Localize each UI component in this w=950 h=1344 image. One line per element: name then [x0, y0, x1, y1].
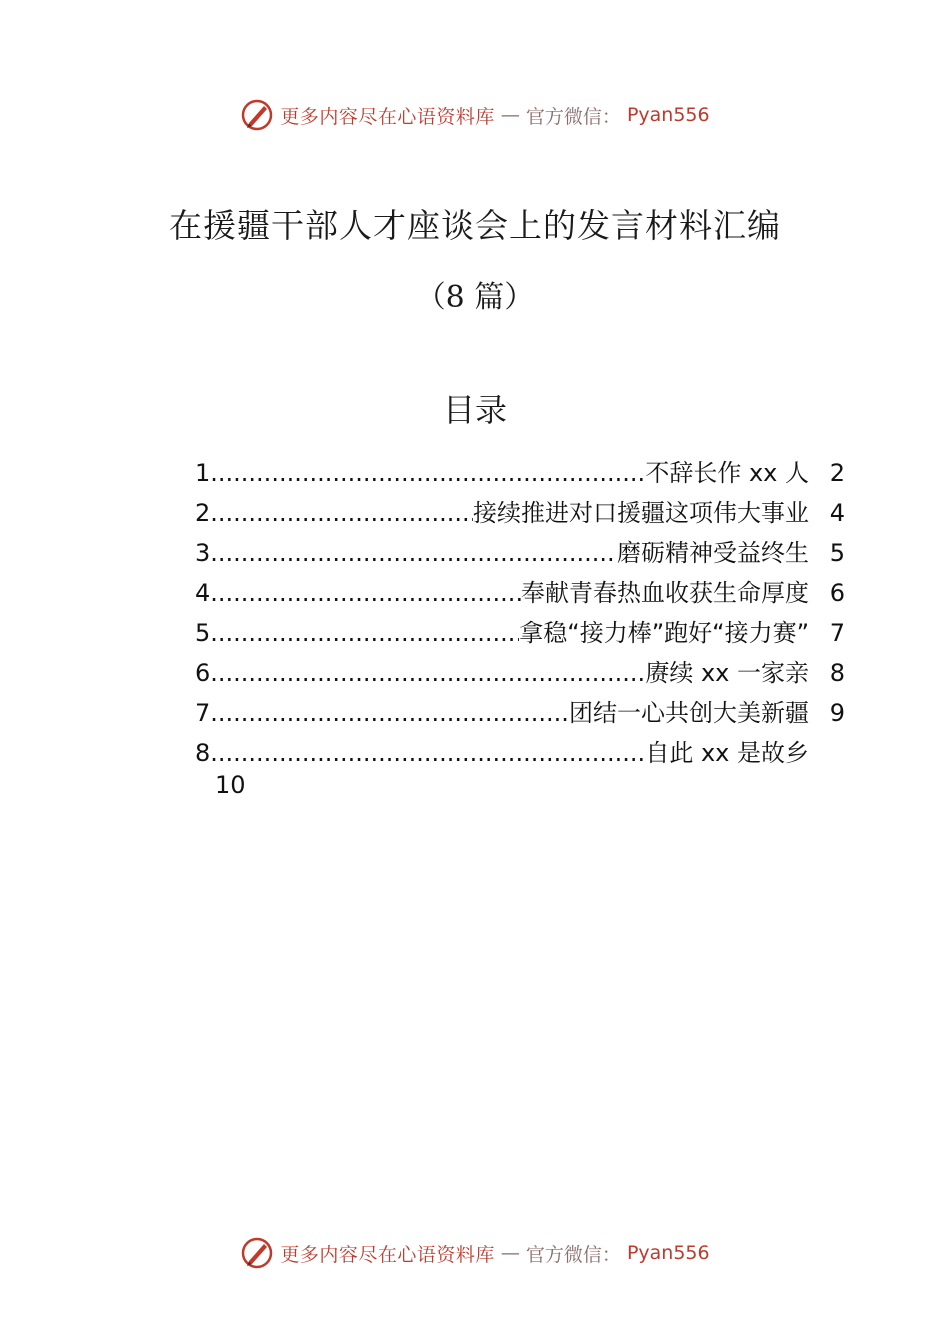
toc-entry[interactable]: [195, 533, 845, 573]
toc-entry[interactable]: [195, 733, 845, 773]
toc-entry[interactable]: [195, 573, 845, 613]
toc-entry-title: 奉献青春热血收获生命厚度: [521, 579, 809, 607]
toc-entry-page: 4: [829, 499, 845, 527]
toc-entry-number: 4: [195, 579, 211, 607]
toc-entry-title: 自此 xx 是故乡: [645, 739, 809, 767]
toc-entry-number: 1: [195, 459, 211, 487]
toc-entry-number: 3: [195, 539, 211, 567]
watermark-text: 更多内容尽在心语资料库: [280, 105, 495, 128]
toc-entry-page: 5: [829, 539, 845, 567]
toc-entry-page: 7: [829, 619, 845, 647]
toc-entry-page: 8: [829, 659, 845, 687]
toc-entry-page: 2: [829, 459, 845, 487]
watermark-wechat-label: 官方微信：: [525, 105, 621, 128]
toc-entry-title: 赓续 xx 一家亲: [645, 659, 809, 687]
watermark-text: 更多内容尽在心语资料库: [280, 1243, 495, 1266]
toc-entry-number: 8: [195, 739, 211, 767]
toc-entry-title: 不辞长作 xx 人: [645, 459, 809, 487]
toc-entry[interactable]: [195, 613, 845, 653]
table-of-contents: [195, 453, 845, 805]
toc-entry-title: 磨砺精神受益终生: [617, 539, 809, 567]
toc-leader-dots: [210, 733, 645, 773]
toc-leader-dots: [210, 453, 645, 493]
document-subtitle: （8 篇）: [415, 280, 535, 315]
watermark-wechat-label: 官方微信：: [525, 1243, 621, 1266]
toc-leader-dots: [210, 493, 473, 533]
toc-leader-dots: [210, 533, 617, 573]
toc-entry-number: 7: [195, 699, 211, 727]
watermark-separator: —: [500, 1242, 520, 1264]
toc-entry-page: 10: [215, 771, 246, 799]
toc-entry-title: 接续推进对口援疆这项伟大事业: [473, 499, 809, 527]
toc-entry-number: 5: [195, 619, 211, 647]
toc-leader-dots: [210, 613, 519, 653]
document-title: 在援疆干部人才座谈会上的发言材料汇编: [169, 206, 781, 245]
toc-entry-title: 团结一心共创大美新疆: [569, 699, 809, 727]
watermark-wechat-id: Pyan556: [626, 1242, 710, 1264]
toc-entry-title: 拿稳“接力棒”跑好“接力赛”: [519, 619, 809, 647]
toc-entry[interactable]: [195, 493, 845, 533]
toc-entry[interactable]: [195, 653, 845, 693]
toc-entry-number: 2: [195, 499, 211, 527]
toc-leader-dots: [210, 653, 645, 693]
toc-leader-dots: [210, 693, 569, 733]
watermark-separator: —: [500, 104, 520, 126]
toc-entry-page: 9: [829, 699, 845, 727]
toc-leader-dots: [210, 573, 521, 613]
toc-entry[interactable]: [195, 693, 845, 733]
toc-entry[interactable]: [195, 453, 845, 493]
header-watermark: [0, 95, 950, 135]
watermark-wechat-id: Pyan556: [626, 104, 710, 126]
toc-entry-page: 6: [829, 579, 845, 607]
toc-heading: 目录: [442, 391, 507, 429]
toc-entry-number: 6: [195, 659, 211, 687]
pen-logo-icon: [240, 1236, 274, 1270]
footer-watermark: [0, 1233, 950, 1273]
pen-logo-icon: [240, 98, 274, 132]
